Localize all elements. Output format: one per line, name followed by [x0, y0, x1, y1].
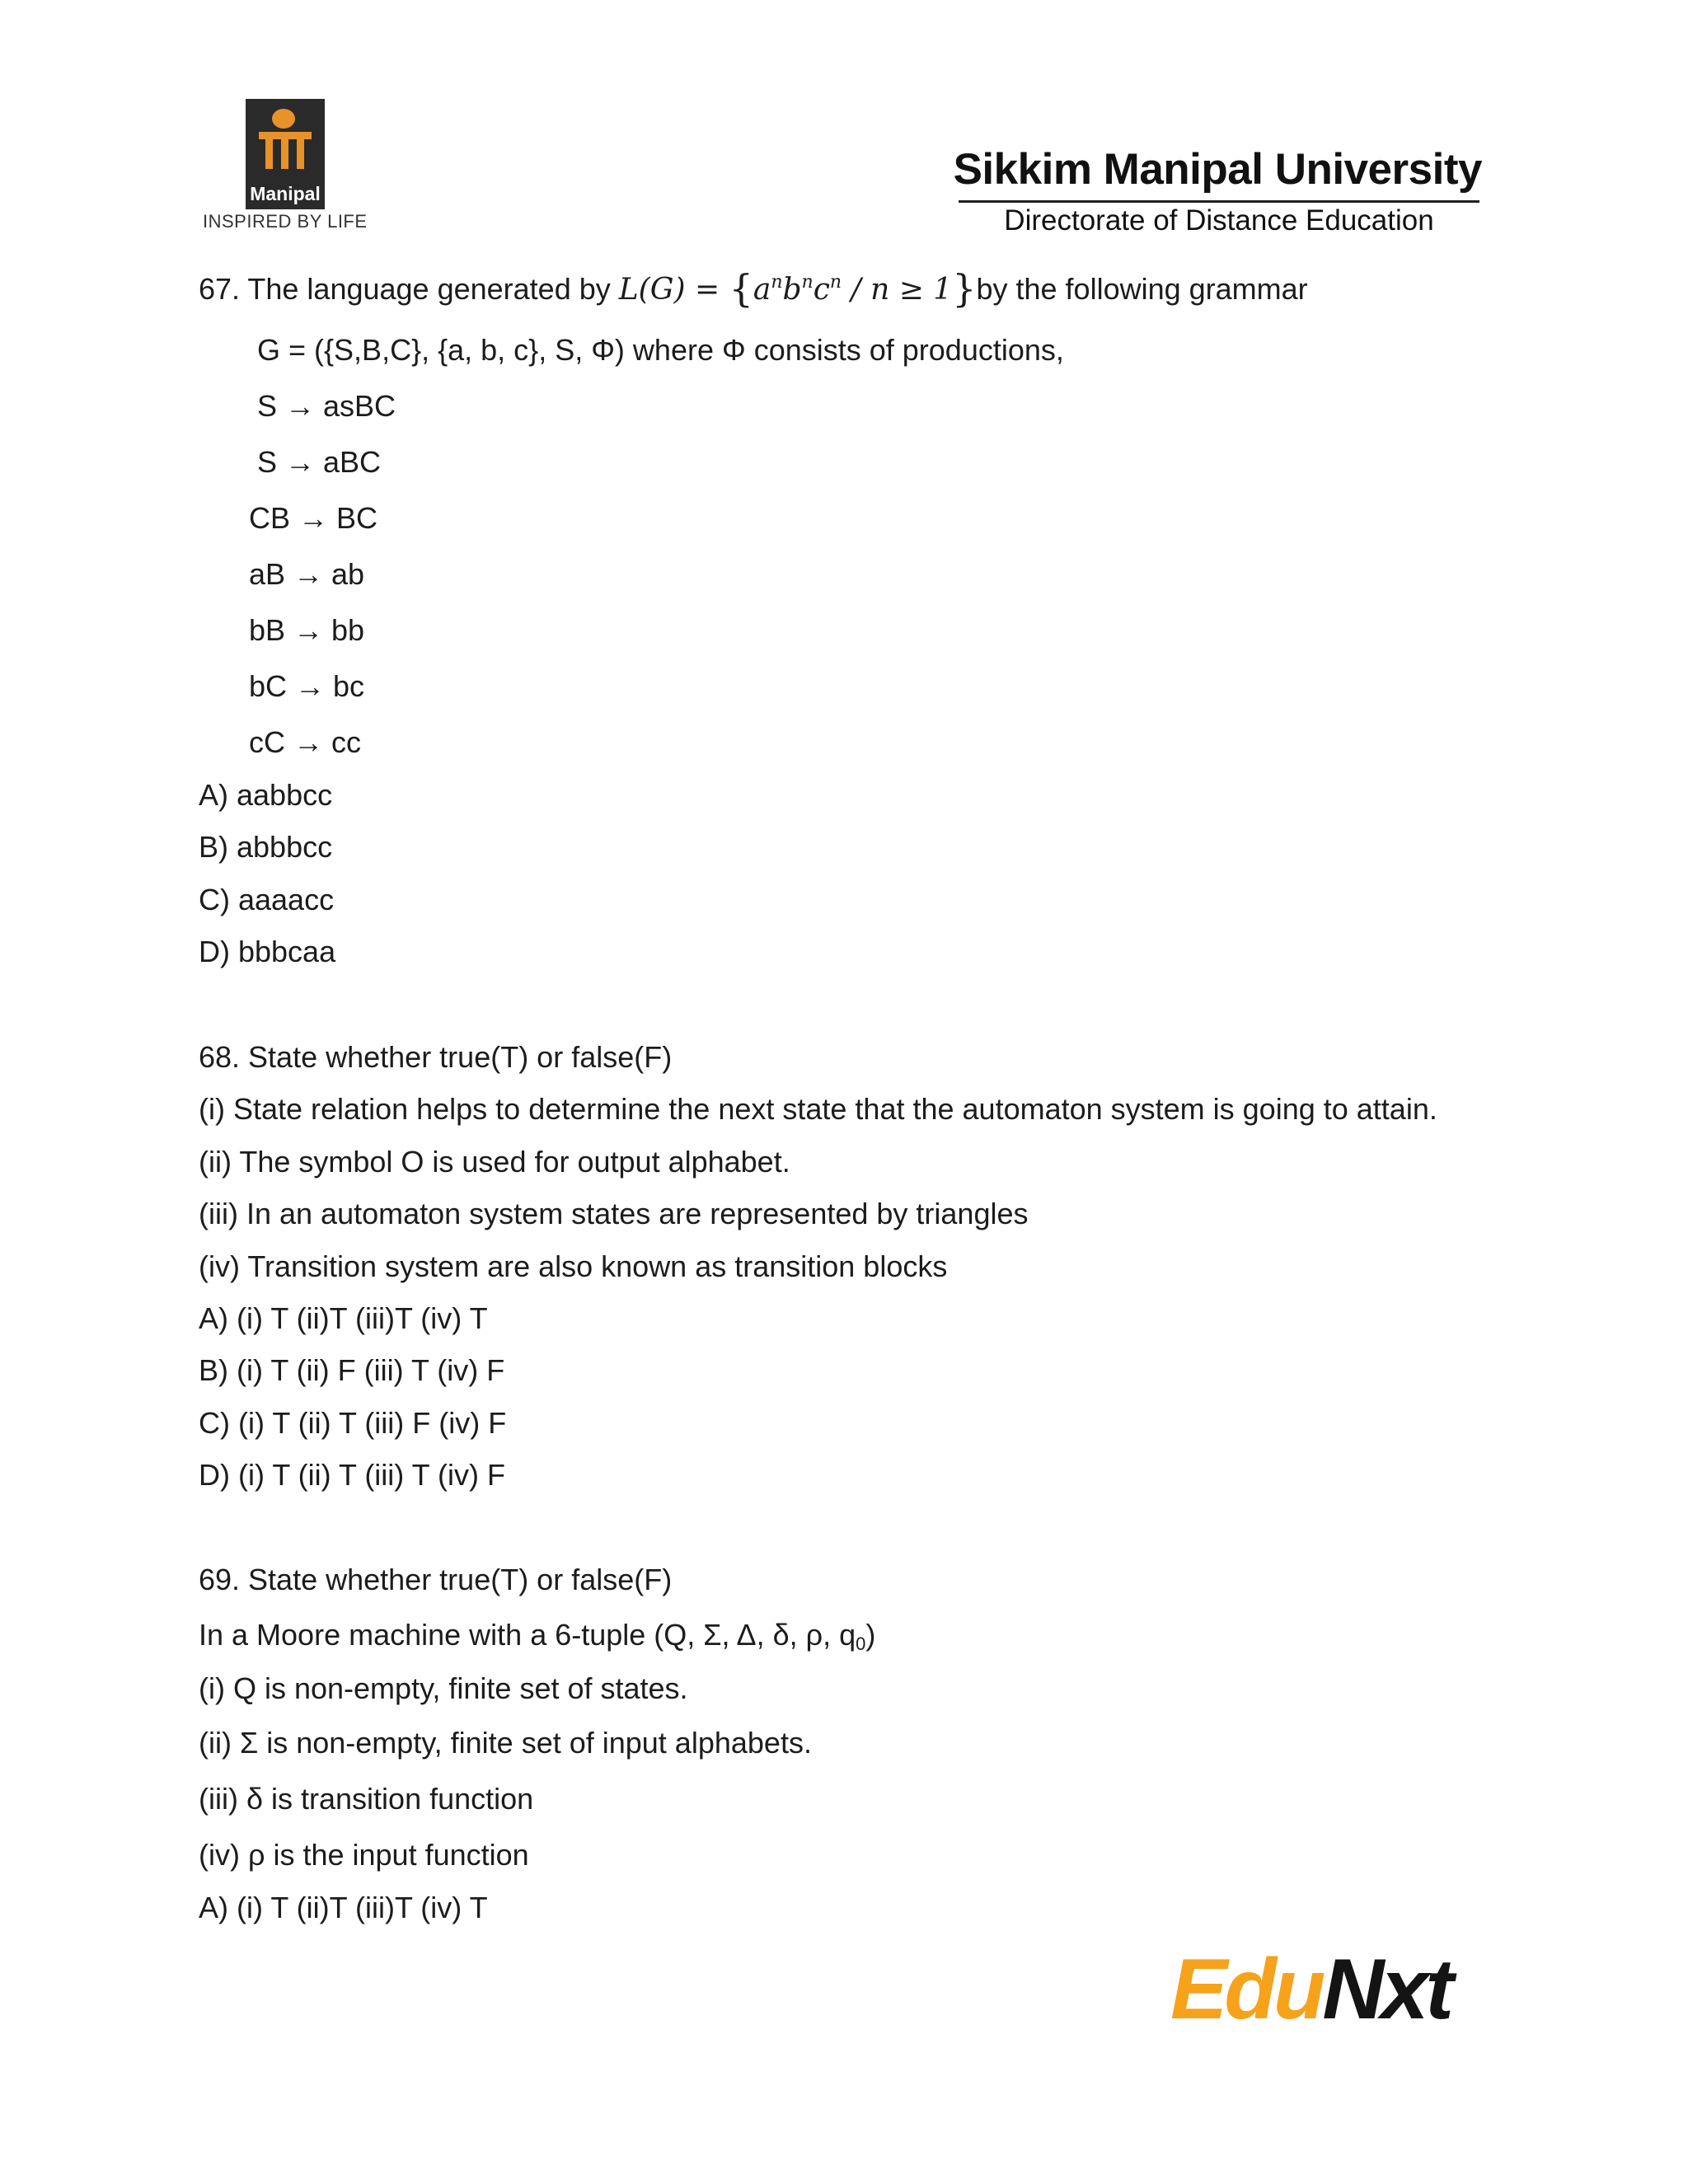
q69-statement: (iv) ρ is the input function	[199, 1838, 529, 1872]
q67-production: aB → ab	[249, 557, 365, 591]
q67-term-a: a	[753, 273, 771, 307]
q68-option-a: A) (i) T (ii)T (iii)T (iv) T	[199, 1301, 488, 1335]
q67-set-close: }	[952, 266, 977, 311]
q67-term-c: c	[813, 273, 830, 307]
logo-wordmark: Manipal	[250, 183, 321, 204]
q67-term-b: b	[782, 273, 802, 307]
q67-prefix: 67. The language generated by	[199, 272, 619, 306]
q68-statement: (iii) In an automaton system states are represented by triangles	[199, 1197, 1029, 1230]
q68-question: 68. State whether true(T) or false(F)	[199, 1040, 673, 1074]
q67-production: bC → bc	[249, 669, 365, 703]
q67-question	[199, 266, 1308, 311]
q69-option-a: A) (i) T (ii)T (iii)T (iv) T	[199, 1891, 488, 1924]
edunxt-logo	[1170, 1941, 1451, 2039]
q67-option-c: C) aaaacc	[199, 883, 335, 916]
q67-set-open: {	[729, 266, 753, 311]
q68-option-d: D) (i) T (ii) T (iii) T (iv) F	[199, 1458, 505, 1492]
q67-sup-a: n	[771, 272, 783, 293]
q67-production: S → aBC	[257, 445, 382, 479]
q69-tuple-subscript: 0	[856, 1633, 866, 1654]
directorate-subtitle: Directorate of Distance Education	[1004, 204, 1434, 237]
q69-statement: (ii) Σ is non-empty, finite set of input alphabets.	[199, 1726, 812, 1760]
q67-production: bB → bb	[249, 613, 365, 647]
q67-set-expression	[753, 273, 952, 307]
q68-statement: (i) State relation helps to determine the next state that the automaton system is going to attain.	[199, 1092, 1437, 1126]
q69-question: 69. State whether true(T) or false(F)	[199, 1563, 673, 1596]
q67-suffix: by the following grammar	[976, 272, 1308, 306]
q68-option-c: C) (i) T (ii) T (iii) F (iv) F	[199, 1406, 507, 1440]
q67-sup-b: n	[801, 272, 814, 293]
q67-set-condition: / n ≥ 1	[842, 273, 953, 307]
edunxt-logo-nxt: Nxt	[1322, 1942, 1451, 2037]
q67-production: CB → BC	[249, 501, 378, 535]
q67-option-a: A) aabbcc	[199, 778, 333, 812]
q69-statement: (i) Q is non-empty, finite set of states.	[199, 1671, 688, 1705]
university-title: Sikkim Manipal University	[953, 145, 1482, 194]
q67-production: S → asBC	[257, 389, 396, 423]
q69-tuple-definition	[199, 1617, 875, 1653]
q67-math-lhs: L(G) =	[618, 273, 729, 307]
q69-tuple-prefix: In a Moore machine with a 6-tuple (Q, Σ, Δ, δ, ρ, q	[199, 1618, 856, 1652]
q67-option-b: B) abbbcc	[199, 830, 333, 864]
q67-option-d: D) bbbcaa	[199, 935, 336, 968]
q68-statement: (ii) The symbol O is used for output alphabet.	[199, 1145, 790, 1179]
header-divider	[959, 200, 1479, 203]
q67-production: cC → cc	[249, 725, 362, 759]
logo-tagline: INSPIRED BY LIFE	[203, 211, 368, 232]
q69-statement: (iii) δ is transition function	[199, 1782, 534, 1816]
q68-option-b: B) (i) T (ii) F (iii) T (iv) F	[199, 1353, 505, 1387]
q69-tuple-suffix: )	[865, 1618, 876, 1652]
q67-sup-c: n	[829, 272, 842, 293]
edunxt-logo-edu: Edu	[1170, 1942, 1323, 2037]
manipal-logo	[246, 99, 325, 209]
q67-grammar-definition: G = ({S,B,C}, {a, b, c}, S, Φ) where Φ consists of productions,	[257, 333, 1064, 367]
q68-statement: (iv) Transition system are also known as transition blocks	[199, 1249, 948, 1283]
